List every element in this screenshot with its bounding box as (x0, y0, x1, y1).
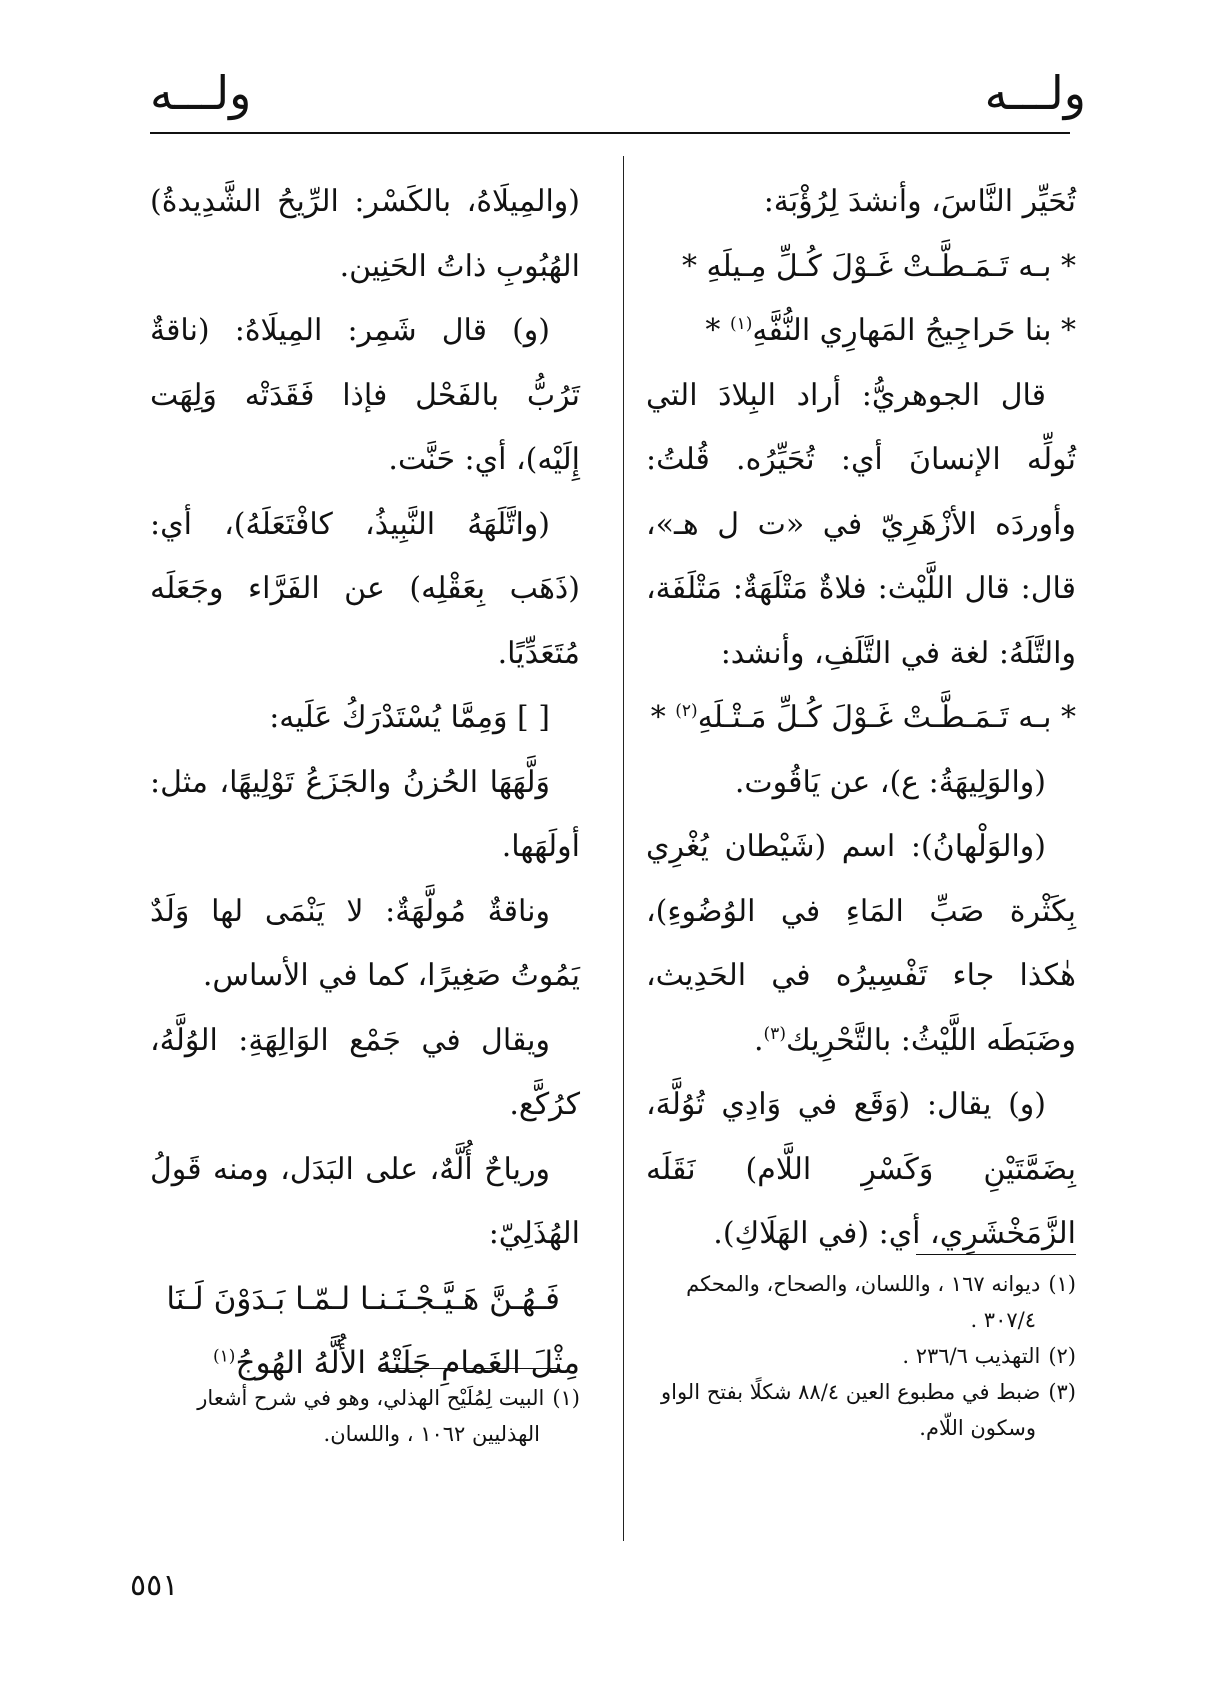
header-rule (150, 132, 1070, 134)
footnote-3 (646, 1374, 1076, 1410)
footnote-number: (١) (1048, 1272, 1076, 1296)
right-footnote-rule (916, 1254, 1076, 1255)
right-paragraph-5: (و) يقال: (وَقَع في وَادِي تُوُلَّهَ، بِضَمَّتَيْنِ وَكَسْرِ اللَّام) نَقَلَه الزَّمَخْشَرِي، أي: (في الهَلَاكِ). (646, 1087, 1076, 1251)
footnote-1-continuation: ٣٠٧/٤ . (970, 1308, 1036, 1332)
left-paragraph-3: (واتَّلَهَهُ النَّبِيذُ، كافْتَعَلَهُ)، أي: (ذَهَب بِعَقْلِه) عن الفَرَّاء وجَعَلَه مُتَعَدِّيًا. (150, 506, 580, 671)
right-paragraph-2: قال الجوهريُّ: أراد البِلادَ التي تُولِّه الإنسانَ أي: تُحَيِّرُه. قُلتُ: وأوردَه الأزْهَرِيّ في «ت ل هـ»، قال: قال اللَّيْث: فلاةٌ مَتْلَهَةٌ: مَتْلَفَة، والتَّلَهُ: لغة في التَّلَفِ، وأنشد: (646, 377, 1076, 671)
footnote-number: (٣) (1048, 1380, 1076, 1404)
paragraph-end: . (753, 1022, 764, 1058)
footnote-1 (646, 1266, 1076, 1302)
left-footnotes (150, 1380, 580, 1452)
right-column (646, 170, 1076, 1267)
footnote-ref-1: (١) (213, 1346, 236, 1367)
right-verse-2 (646, 299, 1076, 364)
right-verse-3 (646, 686, 1076, 751)
right-verse-1: * بـه تَـمَـطَّـتْ غَـوْلَ كُـلِّ مِـيلَهِ * (681, 248, 1076, 284)
left-paragraph-8: ورياحٌ أُلَّهٌ، على البَدَل، ومنه قَولُ الهُذَلِيّ: (150, 1151, 580, 1251)
footnote-ref-1: (١) (729, 314, 753, 334)
running-head-right: ولـــه (984, 66, 1086, 120)
left-column (150, 170, 580, 1396)
left-footnote-rule (380, 1368, 560, 1369)
running-head-left: ولـــه (150, 66, 252, 120)
footnote-text: ديوانه ١٦٧ ، واللسان، والصحاح، والمحكم (686, 1272, 1041, 1296)
right-footnotes (646, 1266, 1076, 1446)
footnote-number: (٢) (1048, 1344, 1076, 1368)
left-paragraph-2: (و) قال شَمِر: المِيلَاهُ: (ناقةٌ تَرُبُّ بالفَحْل فإذا فَقَدَتْه وَلِهَت إِلَيْه)، أي: حَنَّت. (150, 313, 580, 477)
right-paragraph-4 (646, 815, 1076, 1073)
right-paragraph-1: تُحَيِّر النَّاسَ، وأنشدَ لِرُؤْبَة: (763, 184, 1076, 219)
column-divider (623, 156, 624, 1541)
verse-text: * بـه تَـمَـطَّـتْ غَـوْلَ كُـلِّ مَـتْـلَهِ (697, 700, 1076, 735)
footnote-ref-2: (٢) (675, 701, 698, 721)
verse-text: * بنا حَراجِيجُ المَهارِي النُّفَّهِ (752, 313, 1076, 348)
hemistich-text: مِثْلَ الغَمامِ جَلَتْهُ الأُلَّهُ الهُوجُ (235, 1345, 580, 1381)
left-paragraph-1: (والمِيلَاهُ، بالكَسْر: الرِّيحُ الشَّدِيدةُ) الهُبُوبِ ذاتُ الحَنِين. (150, 184, 580, 284)
left-paragraph-6: وناقةٌ مُولَّهَةٌ: لا يَنْمَى لها وَلَدٌ يَمُوتُ صَغِيرًا، كما في الأساس. (150, 893, 580, 993)
footnote-1 (150, 1380, 580, 1416)
footnote-text: البيت لِمُلَيْح الهذلي، وهو في شرح أشعار (197, 1386, 545, 1410)
footnote-3-continuation: وسكون اللّام. (919, 1416, 1036, 1440)
left-paragraph-5: وَلَّهَهَا الحُزنُ والجَزَعُ تَوْلِيهًا، مثل: أولَهَها. (150, 764, 580, 864)
poem-hemistich-1: فَـهُـنَّ هَـيَّـجْـنَـنـا لـمّـا بَـدَوْنَ لَـنَا (166, 1280, 560, 1317)
verse-end: * (705, 313, 730, 348)
left-paragraph-7: ويقال في جَمْع الوَالِهَةِ: الوُلَّهُ، كرُكَّع. (150, 1022, 580, 1122)
page-number: ٥٥١ (130, 1568, 179, 1603)
right-paragraph-3: (والوَلِيهَةُ: ع)، عن يَاقُوت. (734, 764, 1046, 800)
footnote-2 (646, 1338, 1076, 1374)
paragraph-text: (والوَلْهانُ): اسم (شَيْطان يُغْرِي بِكَثْرة صَبِّ المَاءِ في الوُضُوءِ)، هٰكذا جاء تَفْسِيرُه في الحَدِيث، وضَبَطَه اللَّيْثُ: بالتَّحْرِيك (646, 829, 1076, 1058)
footnote-text: التهذيب ٢٣٦/٦ . (902, 1344, 1041, 1368)
footnote-1-continuation: الهذليين ١٠٦٢ ، واللسان. (323, 1422, 540, 1446)
footnote-ref-3: (٣) (763, 1023, 786, 1044)
footnote-text: ضبط في مطبوع العين ٨٨/٤ شكلًا بفتح الواو (660, 1380, 1041, 1404)
left-paragraph-4: [ ] وَمِمَّا يُسْتَدْرَكُ عَلَيه: (269, 700, 550, 735)
verse-end: * (650, 700, 676, 735)
footnote-number: (١) (552, 1386, 580, 1410)
